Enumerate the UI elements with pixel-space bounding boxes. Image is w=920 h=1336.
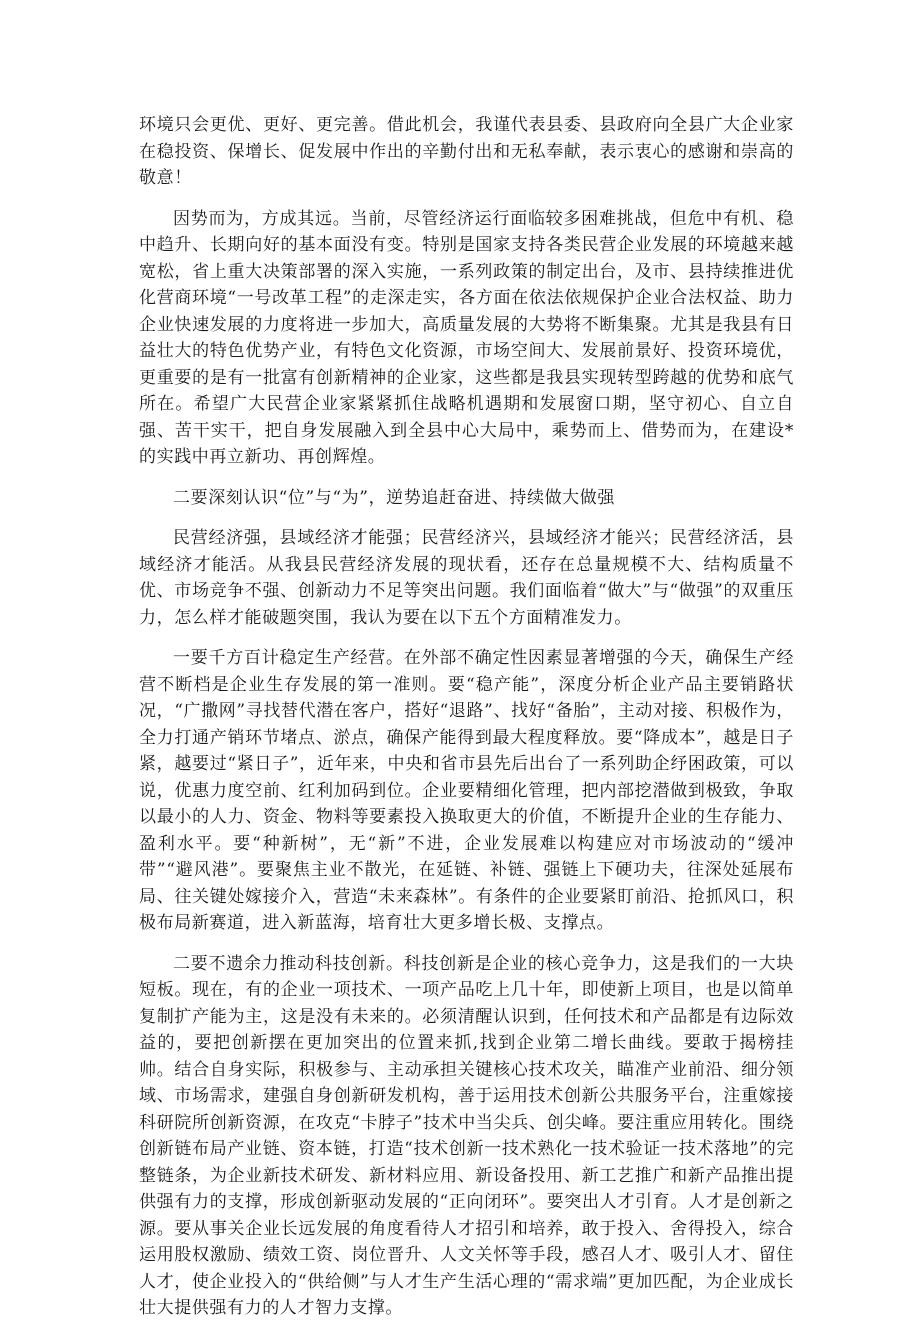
paragraph-tech-innovation: 二要不遗余力推动科技创新。科技创新是企业的核心竞争力，这是我们的一大块短板。现在，有的企业一项技术、一项产品吃上几十年，即使新上项目，也是以简单复制扩产能为主，这是没有未来的。必须清醒认识到，任何技术和产品都是有边际效益的，要把创新摆在更加突出的位置来抓,找到企业第二增长曲线。要敢于揭榜挂帅。结合自身实际，积极参与、主动承担关键核心技术攻关，瞄准产业前沿、细分领域、市场需求，建强自身创新研发机构，善于运用技术创新公共服务平台，注重嫁接科研院所创新资源，在攻克“卡脖子”技术中当尖兵、创尖峰。要注重应用转化。围绕创新链布局产业链、资本链，打造“技术创新一技术熟化一技术验证一技术落地”的完整链条，为企业新技术研发、新材料应用、新设备投用、新工艺推广和新产品推出提供强有力的支撑，形成创新驱动发展的“正向闭环”。要突出人才引育。人才是创新之源。要从事关企业长远发展的角度看待人才招引和培养，敢于投入、舍得投入，综合运用股权激励、绩效工资、岗位晋升、人文关怀等手段，感召人才、吸引人才、留住人才，使企业投入的“供给侧”与人才生产生活心理的“需求端”更加匹配，为企业成长壮大提供强有力的人才智力支撑。 [139,953,794,1318]
section-heading: 二要深刻认识“位”与“为”，逆势追赶奋进、持续做大做强 [173,487,615,508]
paragraph-private-economy: 民营经济强，县域经济才能强；民营经济兴，县域经济才能兴；民营经济活，县域经济才能活。从我县民营经济发展的现状看，还存在总量规模不大、结构质量不优、市场竞争不强、创新动力不足等突出问题。我们面临着“做大”与“做强”的双重压力，怎么样才能破题突围，我认为要在以下五个方面精准发力。 [139,528,794,628]
paragraph-momentum: 因势而为，方成其远。当前，尽管经济运行面临较多困难挑战，但危中有机、稳中趋升、长期向好的基本面没有变。特别是国家支持各类民营企业发展的环境越来越宽松，省上重大决策部署的深入实施，一系列政策的制定出台，及市、县持续推进优化营商环境“一号改革工程”的走深走实，各方面在依法依规保护企业合法权益、助力企业快速发展的力度将进一步加大，高质量发展的大势将不断集聚。尤其是我县有日益壮大的特色优势产业，有特色文化资源，市场空间大、发展前景好、投资环境优，更重要的是有一批富有创新精神的企业家，这些都是我县实现转型跨越的优势和底气所在。希望广大民营企业家紧紧抓住战略机遇期和发展窗口期，坚守初心、自立自强、苦干实干，把自身发展融入到全县中心大局中，乘势而上、借势而为，在建设*的实践中再立新功、再创辉煌。 [139,208,794,467]
document-body [139,112,794,1336]
paragraph-stabilize-production: 一要千方百计稳定生产经营。在外部不确定性因素显著增强的今天，确保生产经营不断档是企业生存发展的第一准则。要“稳产能”，深度分析企业产品主要销路状况，“广撒网”寻找替代潜在客户，搭好“退路”、找好“备胎”，主动对接、积极作为，全力打通产销环节堵点、淤点，确保产能得到最大程度释放。要“降成本”，越是日子紧，越要过“紧日子”，近年来，中央和省市县先后出台了一系列助企纾困政策，可以说，优惠力度空前、红利加码到位。企业要精细化管理，把内部挖潜做到极致，争取以最小的人力、资金、物料等要素投入换取更大的价值，不断提升企业的生存能力、盈利水平。要“种新树”，无“新”不进，企业发展难以构建应对市场波动的“缓冲带”“避风港”。要聚焦主业不散光，在延链、补链、强链上下硬功夫，往深处延展布局、往关键处嫁接介入，营造“未来森林”。有条件的企业要紧盯前沿、抢抓风口，积极布局新赛道，进入新蓝海，培育壮大更多增长极、支撑点。 [139,648,794,933]
paragraph-closing-thanks: 环境只会更优、更好、更完善。借此机会，我谨代表县委、县政府向全县广大企业家在稳投资、保增长、促发展中作出的辛勤付出和无私奉献，表示衷心的感谢和崇高的敬意！ [139,115,794,188]
